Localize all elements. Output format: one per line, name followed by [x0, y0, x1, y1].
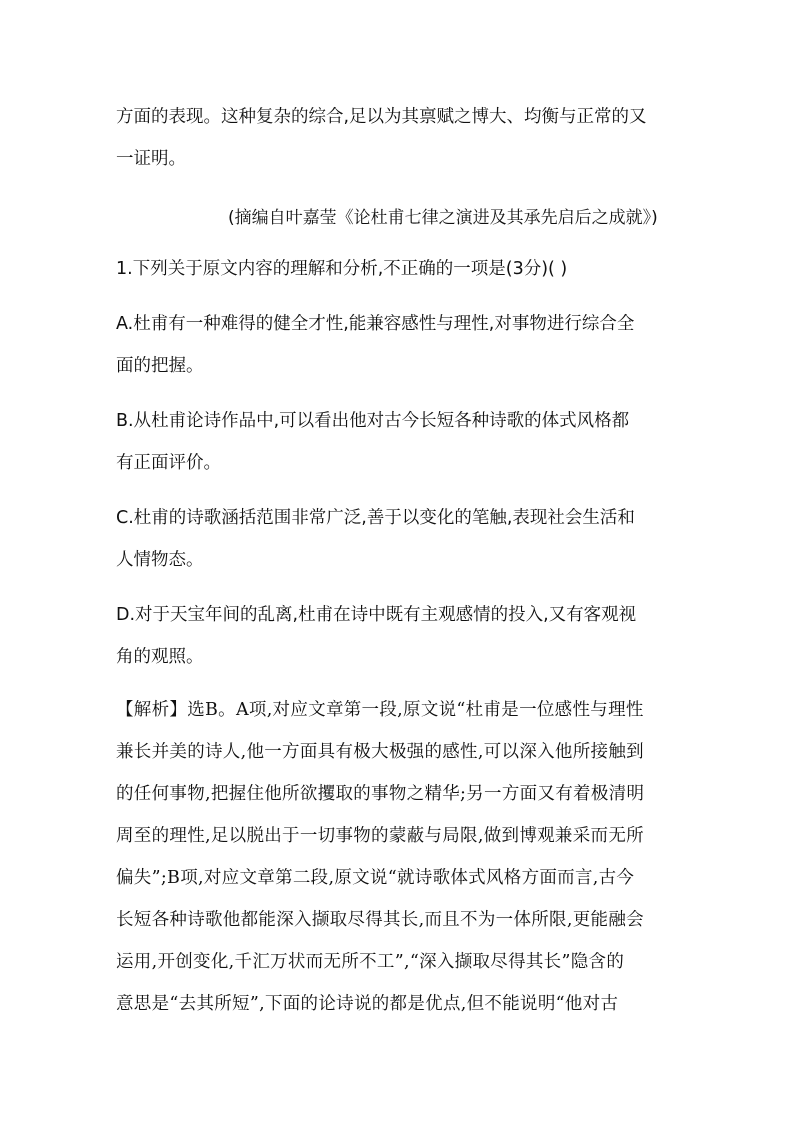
option-a-line-2: 面的把握。: [116, 356, 204, 376]
passage-source: (摘编自叶嘉莹《论杜甫七律之演进及其承先启后之成就》): [228, 208, 658, 228]
option-b-line-1: B.从杜甫论诗作品中,可以看出他对古今长短各种诗歌的体式风格都: [116, 411, 630, 431]
option-c-line-2: 人情物态。: [116, 550, 204, 570]
analysis-line-7: 运用,开创变化,千汇万状而无所不工”,“深入撷取尽得其长”隐含的: [116, 952, 625, 972]
question-stem: 1.下列关于原文内容的理解和分析,不正确的一项是(3分)( ): [116, 259, 568, 279]
passage-line-2: 一证明。: [116, 149, 186, 169]
analysis-line-3: 的任何事物,把握住他所欲攫取的事物之精华;另一方面又有着极清明: [116, 784, 645, 804]
analysis-line-1: 【解析】选B。A项,对应文章第一段,原文说“杜甫是一位感性与理性: [116, 700, 644, 720]
option-b-line-2: 有正面评价。: [116, 453, 221, 473]
option-d-line-2: 角的观照。: [116, 647, 204, 667]
analysis-line-6: 长短各种诗歌他都能深入撷取尽得其长,而且不为一体所限,更能融会: [116, 910, 644, 930]
analysis-line-4: 周至的理性,足以脱出于一切事物的蒙蔽与局限,做到博观兼采而无所: [116, 826, 644, 846]
passage-line-1: 方面的表现。这种复杂的综合,足以为其禀赋之博大、均衡与正常的又: [116, 107, 647, 127]
option-d-line-1: D.对于天宝年间的乱离,杜甫在诗中既有主观感情的投入,又有客观视: [116, 605, 637, 625]
option-a-line-1: A.杜甫有一种难得的健全才性,能兼容感性与理性,对事物进行综合全: [116, 314, 635, 334]
analysis-line-2: 兼长并美的诗人,他一方面具有极大极强的感性,可以深入他所接触到: [116, 742, 644, 762]
analysis-line-5: 偏失”;B项,对应文章第二段,原文说“就诗歌体式风格方面而言,古今: [116, 868, 635, 888]
option-c-line-1: C.杜甫的诗歌涵括范围非常广泛,善于以变化的笔触,表现社会生活和: [116, 508, 635, 528]
analysis-line-8: 意思是“去其所短”,下面的论诗说的都是优点,但不能说明“他对古: [116, 994, 619, 1014]
